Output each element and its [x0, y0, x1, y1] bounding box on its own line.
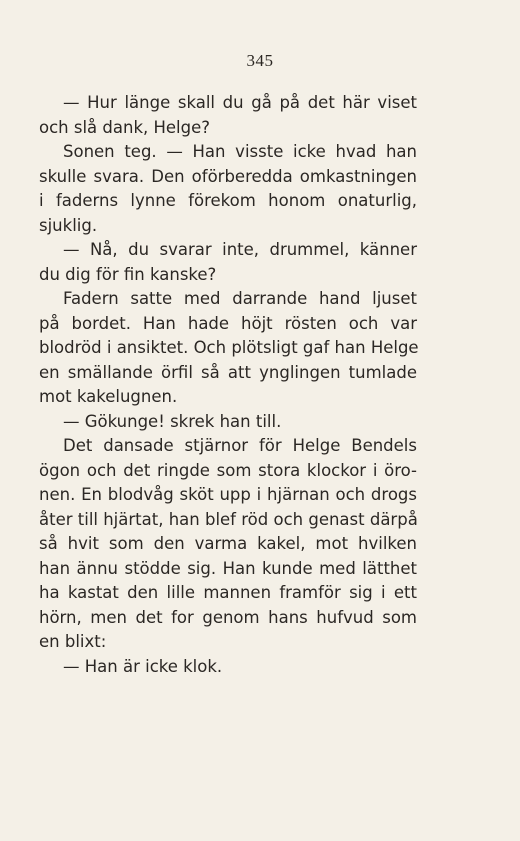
text-line: — Han är icke klok.	[63, 656, 223, 676]
text-line: han ännu stödde sig. Han kunde med lätthet	[39, 558, 417, 578]
text-line: Sonen teg. — Han visste icke hvad han	[63, 142, 417, 161]
text-line: mot kakelugnen.	[39, 387, 178, 406]
text-line: så hvit som den varma kakel, mot hvilken	[39, 534, 417, 553]
text-line: en blixt:	[39, 632, 107, 651]
text-line: i faderns lynne förekom honom onaturlig,	[39, 191, 417, 210]
text-line: Det dansade stjärnor för Helge Bendels	[63, 436, 417, 455]
text-line: en smällande örfil så att ynglingen tumlade	[39, 362, 417, 382]
body-text	[39, 91, 417, 679]
text-line: ögon och det ringde som stora klockor i öro-	[39, 460, 417, 480]
text-line: — Hur länge skall du gå på det här viset	[63, 93, 417, 112]
text-line: och slå dank, Helge?	[39, 117, 211, 137]
text-line: — Nå, du svarar inte, drummel, känner	[63, 240, 417, 259]
text-line: — Gökunge! skrek han till.	[63, 411, 282, 431]
text-line: sjuklig.	[39, 215, 98, 235]
text-line: nen. En blodvåg sköt upp i hjärnan och drogs	[39, 485, 417, 504]
text-line: hörn, men det for genom hans hufvud som	[39, 607, 417, 627]
text-line: åter till hjärtat, han blef röd och genast därpå	[39, 509, 418, 529]
text-line: ha kastat den lille mannen framför sig i ett	[39, 583, 417, 602]
page-number: 345	[246, 51, 274, 70]
text-line: skulle svara. Den oförberedda omkastningen	[39, 166, 417, 186]
text-line: Fadern satte med darrande hand ljuset	[63, 289, 417, 308]
text-line: på bordet. Han hade höjt rösten och var	[39, 313, 417, 333]
text-line: blodröd i ansiktet. Och plötsligt gaf han Helge	[39, 338, 419, 357]
text-line: du dig för fin kanske?	[39, 264, 217, 284]
